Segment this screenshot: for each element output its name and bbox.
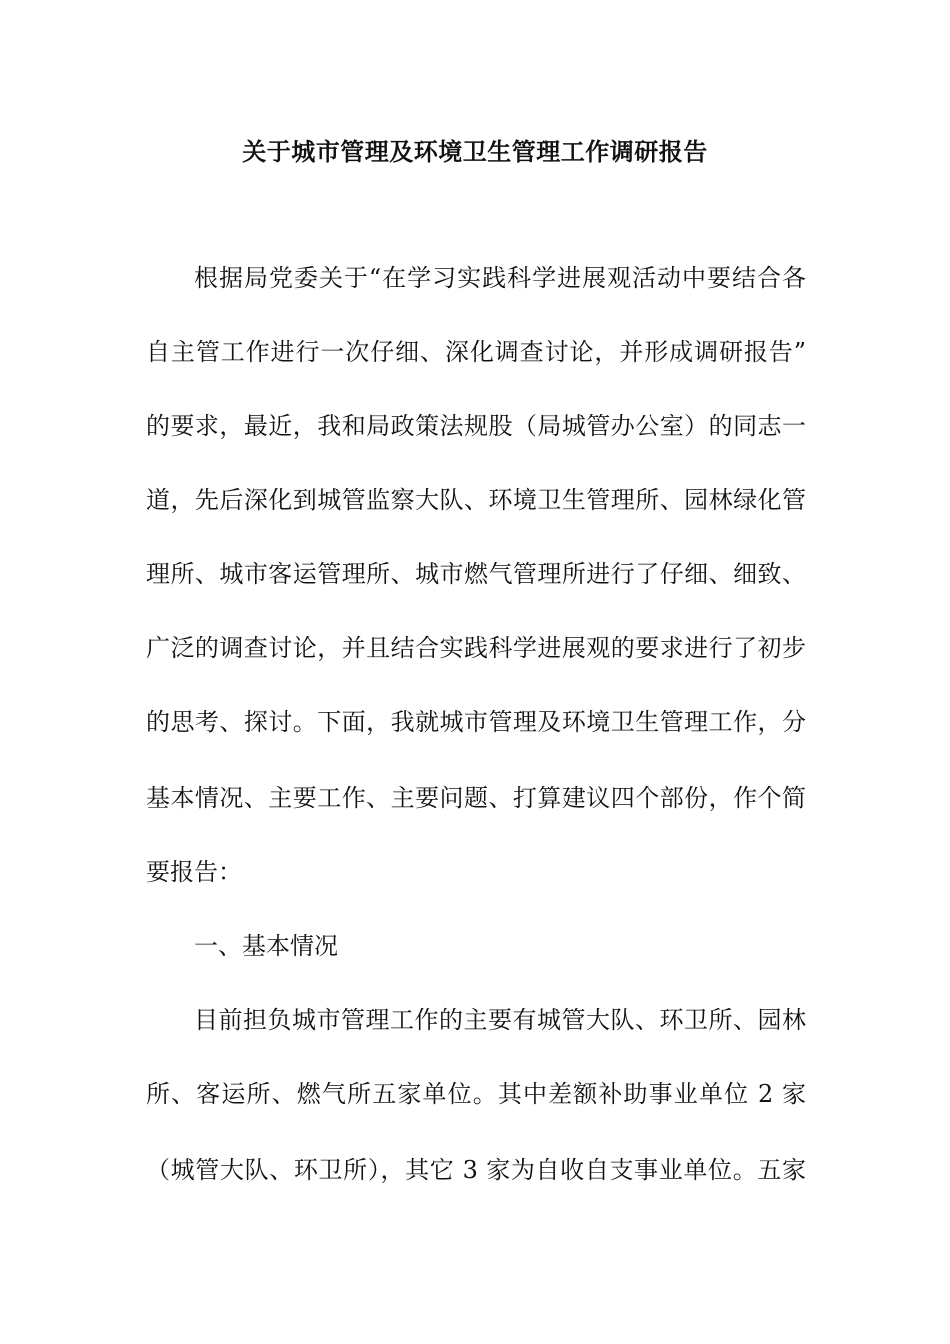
paragraph-line: 的要求，最近，我和局政策法规股（局城管办公室）的同志一 [146, 412, 806, 440]
paragraph-line: 理所、城市客运管理所、城市燃气管理所进行了仔细、细致、 [146, 560, 806, 588]
paragraph-line: 根据局党委关于“在学习实践科学进展观活动中要结合各 [194, 264, 806, 292]
paragraph-line: 道，先后深化到城管监察大队、环境卫生管理所、园林绿化管 [146, 486, 806, 514]
paragraph-line: 自主管工作进行一次仔细、深化调查讨论，并形成调研报告” [146, 338, 806, 366]
paragraph-line: 广泛的调查讨论，并且结合实践科学进展观的要求进行了初步 [146, 634, 806, 662]
paragraph-line: 要报告： [146, 858, 242, 886]
document-title: 关于城市管理及环境卫生管理工作调研报告 [242, 137, 708, 166]
paragraph-line: 目前担负城市管理工作的主要有城管大队、环卫所、园林 [194, 1006, 806, 1034]
paragraph-line: 所、客运所、燃气所五家单位。其中差额补助事业单位 2 家 [146, 1080, 806, 1108]
section-heading: 一、基本情况 [194, 932, 338, 960]
paragraph-line: 基本情况、主要工作、主要问题、打算建议四个部份，作个简 [146, 784, 806, 812]
paragraph-line: 的思考、探讨。下面，我就城市管理及环境卫生管理工作，分 [146, 708, 806, 736]
paragraph-line: （城管大队、环卫所），其它 3 家为自收自支事业单位。五家 [146, 1156, 806, 1184]
